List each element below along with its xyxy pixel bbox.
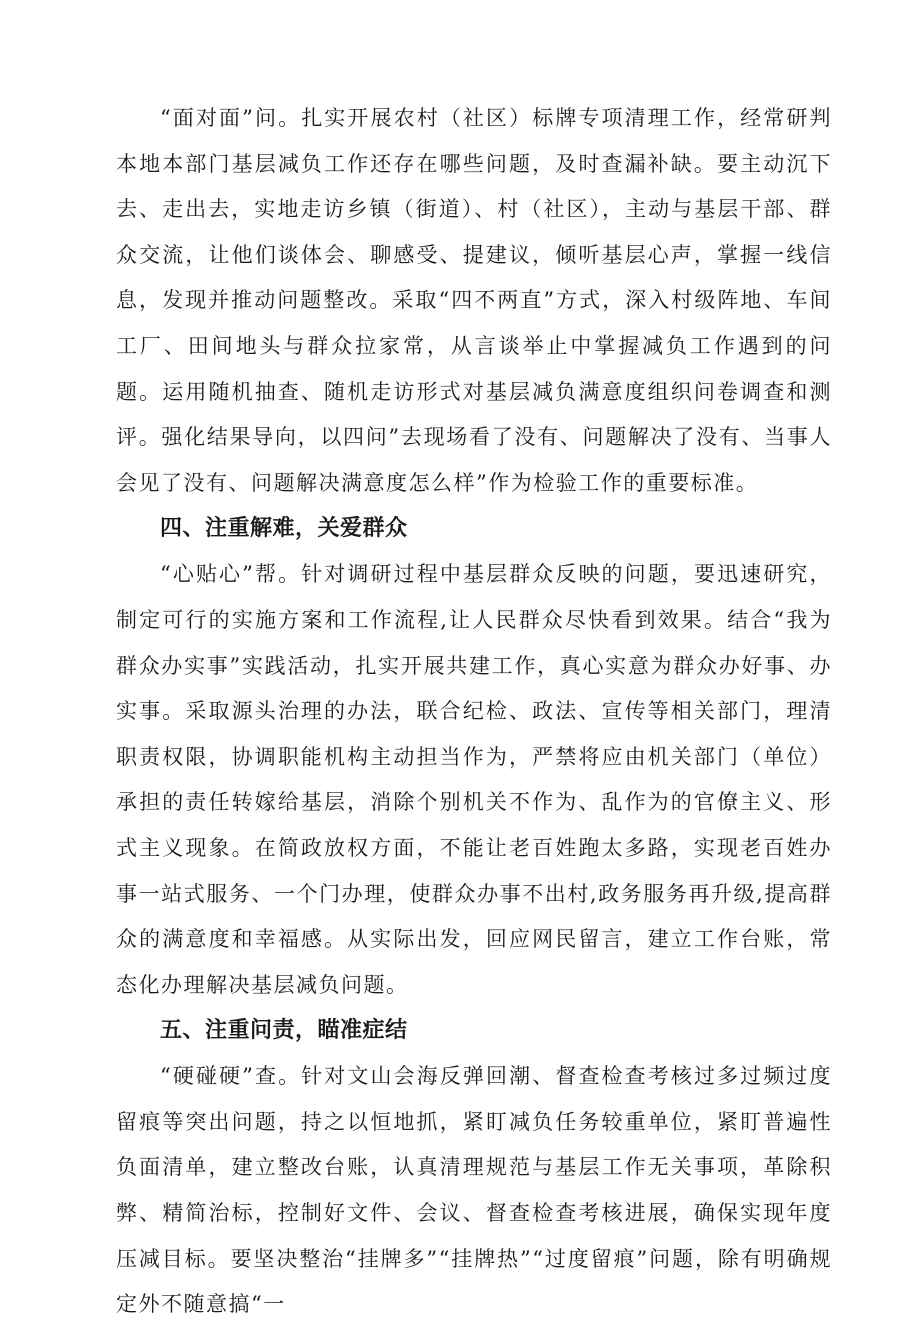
section-heading-4: 四、注重解难，关爱群众: [160, 516, 408, 542]
section-heading-5: 五、注重问责，瞄准症结: [160, 1018, 408, 1044]
paragraph-face-to-face: “面对面”问。扎实开展农村（社区）标牌专项清理工作，经常研判本地本部门基层减负工作还存在哪些问题，及时查漏补缺。要主动沉下去、走出去，实地走访乡镇（街道）、村（社区），主动与基层干部、群众交流，让他们谈体会、聊感受、提建议，倾听基层心声，掌握一线信息，发现并推动问题整改。采取“四不两直”方式，深入村级阵地、车间工厂、田间地头与群众拉家常，从言谈举止中掌握减负工作遇到的问题。运用随机抽查、随机走访形式对基层减负满意度组织问卷调查和测评。强化结果导向，以四问”去现场看了没有、问题解决了没有、当事人会见了没有、问题解决满意度怎么样”作为检验工作的重要标准。: [116, 106, 832, 495]
paragraph-heart-to-heart: “心贴心”帮。针对调研过程中基层群众反映的问题，要迅速研究，制定可行的实施方案和工作流程,让人民群众尽快看到效果。结合“我为群众办实事”实践活动，扎实开展共建工作，真心实意为群众办好事、办实事。采取源头治理的办法，联合纪检、政法、宣传等相关部门，理清职责权限，协调职能机构主动担当作为，严禁将应由机关部门（单位）承担的责任转嫁给基层，消除个别机关不作为、乱作为的官僚主义、形式主义现象。在简政放权方面，不能让老百姓跑太多路，实现老百姓办事一站式服务、一个门办理，使群众办事不出村,政务服务再升级,提高群众的满意度和幸福感。从实际出发，回应网民留言，建立工作台账，常态化办理解决基层减负问题。: [116, 562, 832, 997]
paragraph-hard-inspection: “硬碰硬”查。针对文山会海反弹回潮、督查检查考核过多过频过度留痕等突出问题，持之以恒地抓，紧盯减负任务较重单位，紧盯普遍性负面清单，建立整改台账，认真清理规范与基层工作无关事项，革除积弊、精简治标，控制好文件、会议、督查检查考核进展，确保实现年度压减目标。要坚决整治“挂牌多”“挂牌热”“过度留痕”问题，除有明确规定外不随意搞“一: [116, 1064, 832, 1317]
document-body: [116, 96, 832, 1328]
